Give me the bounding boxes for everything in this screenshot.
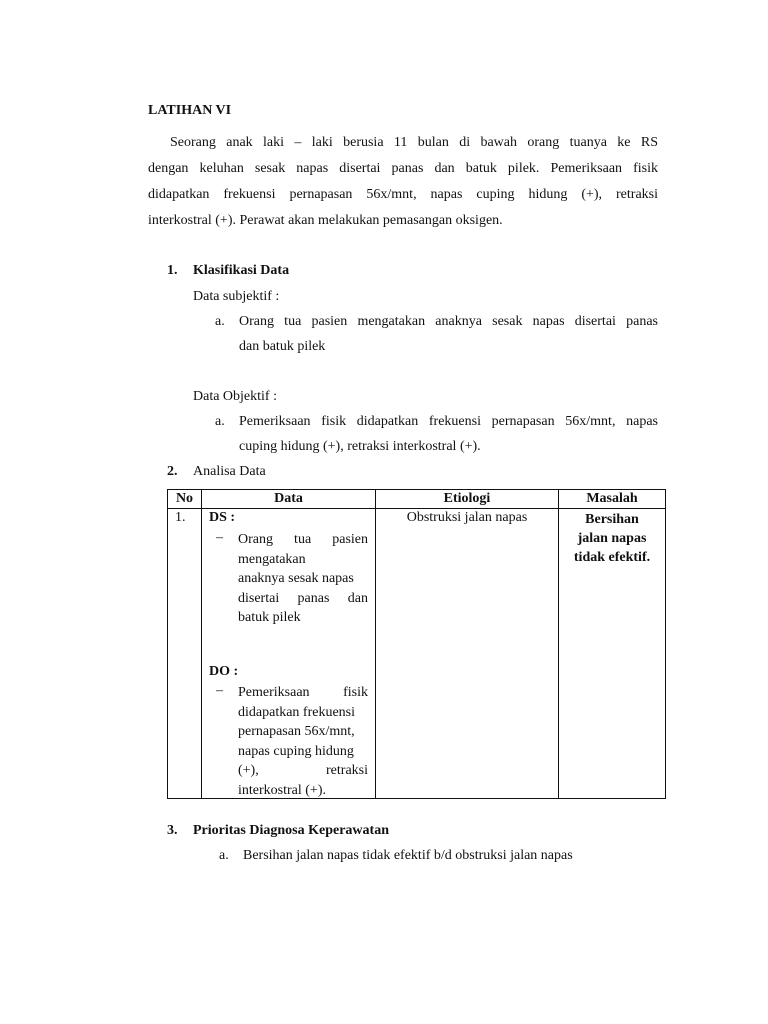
list-marker: a. — [215, 414, 225, 429]
dash-bullet: – — [216, 683, 223, 698]
intro-line: didapatkan frekuensi pernapasan 56x/mnt, napas cuping hidung (+), retraksi — [148, 187, 658, 202]
objective-label: Data Objektif : — [193, 389, 277, 404]
section-heading-analisa: Analisa Data — [193, 464, 266, 479]
section-number: 3. — [167, 823, 178, 838]
do-line: (+), retraksi — [238, 763, 368, 778]
intro-line: interkostral (+). Perawat akan melakukan pemasangan oksigen. — [148, 213, 503, 228]
subjective-item-line: Orang tua pasien mengatakan anaknya sesak napas disertai panas — [239, 314, 658, 329]
header-etiologi: Etiologi — [376, 490, 559, 509]
do-line: pernapasan 56x/mnt, — [238, 724, 355, 739]
ds-text — [238, 530, 368, 628]
header-no: No — [168, 490, 202, 509]
section-heading-prioritas: Prioritas Diagnosa Keperawatan — [193, 823, 389, 838]
do-line: napas cuping hidung — [238, 743, 354, 759]
list-marker: a. — [215, 314, 225, 329]
ds-line: mengatakan — [238, 551, 306, 567]
row-number: 1. — [168, 509, 202, 799]
data-cell — [202, 509, 376, 799]
table-row — [168, 509, 666, 799]
do-line: didapatkan frekuensi — [238, 704, 356, 720]
objective-item-line: Pemeriksaan fisik didapatkan frekuensi pernapasan 56x/mnt, napas — [239, 414, 658, 429]
intro-line: dengan keluhan sesak napas disertai panas dan batuk pilek. Pemeriksaan fisik — [148, 161, 658, 176]
masalah-line: jalan napas — [577, 531, 647, 546]
subjective-item-line: dan batuk pilek — [239, 339, 326, 354]
objective-item-line: cuping hidung (+), retraksi interkostral (+). — [239, 439, 481, 454]
intro-line: Seorang anak laki – laki berusia 11 bulan di bawah orang tuanya ke RS — [170, 135, 658, 150]
ds-line: Orang tua pasien — [238, 532, 368, 547]
prioritas-item: Bersihan jalan napas tidak efektif b/d obstruksi jalan napas — [243, 848, 573, 863]
section-heading-klasifikasi: Klasifikasi Data — [193, 263, 290, 278]
masalah-cell — [559, 509, 666, 799]
table-header-row — [168, 490, 666, 509]
do-line: Pemeriksaan fisik — [238, 685, 368, 700]
masalah-line: Bersihan — [585, 512, 639, 527]
ds-line: batuk pilek — [238, 610, 301, 625]
list-marker: a. — [219, 848, 229, 863]
masalah-line: tidak efektif. — [573, 550, 651, 565]
etiologi-cell: Obstruksi jalan napas — [376, 509, 559, 799]
dash-bullet: – — [216, 530, 223, 545]
header-masalah: Masalah — [559, 490, 666, 509]
section-number: 2. — [167, 464, 178, 479]
ds-line: anaknya sesak napas — [238, 571, 354, 586]
ds-line: disertai panas dan — [238, 590, 368, 606]
subjective-label: Data subjektif : — [193, 289, 280, 304]
do-label: DO : — [209, 664, 239, 679]
page-title: LATIHAN VI — [148, 103, 232, 118]
ds-label: DS : — [209, 510, 236, 525]
section-number: 1. — [167, 263, 178, 278]
do-text — [238, 683, 368, 800]
do-line: interkostral (+). — [238, 782, 326, 798]
analisa-data-table — [167, 489, 666, 799]
header-data: Data — [202, 490, 376, 509]
